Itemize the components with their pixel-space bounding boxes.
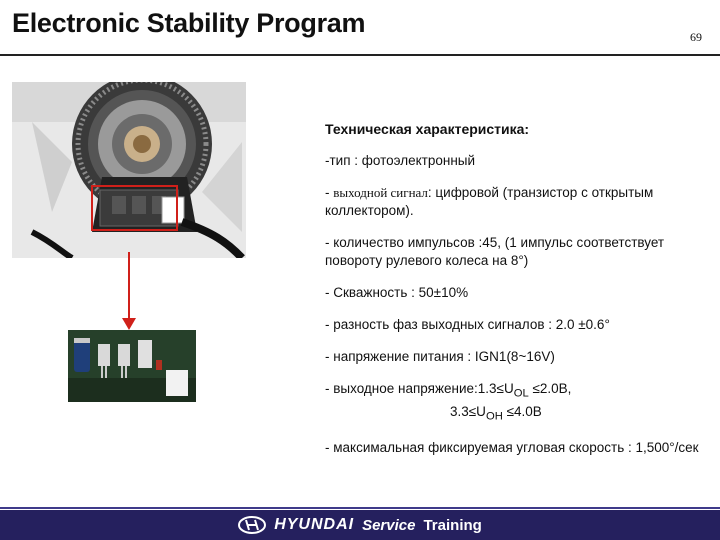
footer-divider xyxy=(0,507,720,509)
footer-bar xyxy=(0,510,720,540)
spec-output-voltage xyxy=(325,380,710,425)
footer-brand: HYUNDAI xyxy=(274,516,355,533)
spec-phase-difference: - разность фаз выходных сигналов : 2.0 ±0.6° xyxy=(325,317,610,332)
title-divider xyxy=(0,54,720,56)
footer-service: Service xyxy=(362,516,416,534)
footer-training: Training xyxy=(423,516,482,534)
spec-max-angular-speed: - максимальная фиксируемая угловая скорость : 1,500°/сек xyxy=(325,440,699,456)
spec-output-voltage-line1: - выходное $напряжение:1.3\le U_{OL} \le 2.0B$, xyxy=(325,381,572,400)
specifications-block xyxy=(325,120,710,471)
sensor-circuit-board-photo xyxy=(68,330,196,402)
spec-output-signal-value: : цифровой (транзистор с открытым коллектором). xyxy=(325,185,654,218)
specs-heading: Техническая характеристика: xyxy=(325,121,530,137)
steering-angle-sensor-photo xyxy=(12,82,246,258)
spec-output-voltage-line2: $3.3\le U_{OH} \le 4.0B$ xyxy=(450,403,542,423)
spec-supply-voltage: - напряжение питания : IGN1(8~16V) xyxy=(325,349,555,364)
spec-duty-cycle: - Скважность : 50±10% xyxy=(325,285,469,300)
spec-output-signal-prefix: - xyxy=(325,185,334,200)
callout-line xyxy=(128,252,130,322)
spec-type: -тип : фотоэлектронный xyxy=(325,153,476,168)
spec-output-signal-label: выходной сигнал xyxy=(333,185,428,200)
spec-pulse-count: - количество импульсов :45, (1 импульс соответствует повороту рулевого колеса на 8°) xyxy=(325,235,665,268)
spec-output-signal xyxy=(325,184,710,220)
page-title: Electronic Stability Program xyxy=(12,8,366,38)
callout-arrow-icon xyxy=(122,318,136,330)
hyundai-logo-icon xyxy=(238,516,266,534)
page-number: 69 xyxy=(690,30,702,44)
